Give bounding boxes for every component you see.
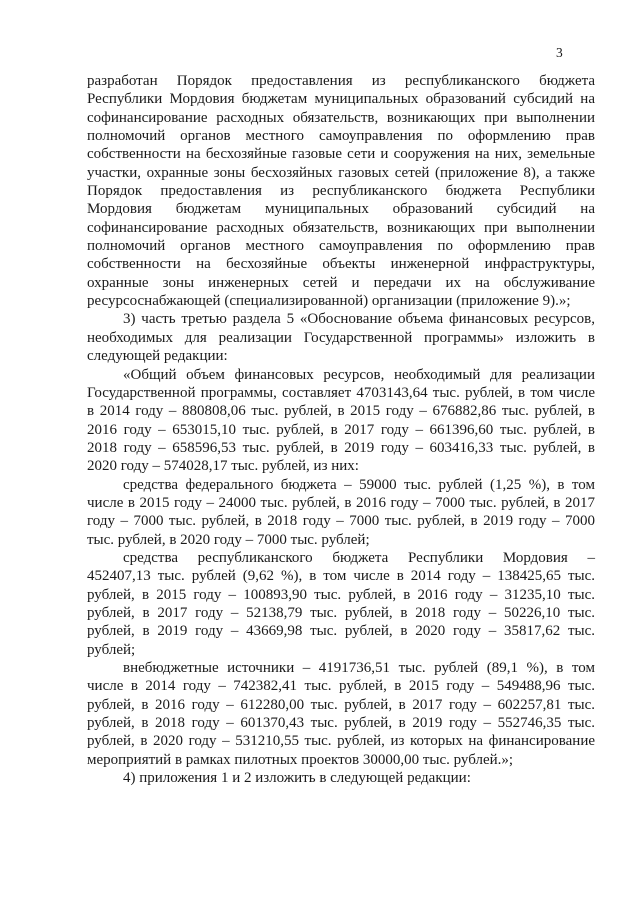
paragraph-p4 [87, 476, 595, 549]
text-line: средства федерального бюджета – 59000 тыс. рублей (1,25 %), в том [123, 476, 595, 493]
text-line: Порядок предоставления из республиканского бюджета Республики [87, 183, 595, 200]
text-line: году – 7000 тыс. рублей, в 2018 году – 7000 тыс. рублей, в 2019 году – 7000 [87, 513, 595, 530]
paragraph-p1 [87, 72, 595, 310]
text-line: числе в 2014 году – 742382,41 тыс. рублей, в 2015 году – 549488,96 тыс. [87, 678, 595, 695]
text-line: «Общий объем финансовых ресурсов, необходимый для реализации [123, 366, 595, 383]
text-line: в 2014 году – 880808,06 тыс. рублей, в 2015 году – 676882,86 тыс. рублей, в [87, 403, 595, 420]
text-line: числе в 2015 году – 24000 тыс. рублей, в 2016 году – 7000 тыс. рублей, в 2017 [87, 494, 595, 511]
text-line: тыс. рублей, в 2020 году – 7000 тыс. рублей; [87, 531, 370, 548]
text-line: разработан Порядок предоставления из республиканского бюджета [87, 73, 595, 89]
text-line: полномочий органов местного самоуправления по оформлению прав [87, 128, 595, 145]
text-line: ресурсоснабжающей (специализированной) организации (приложение 9).»; [87, 293, 571, 310]
paragraph-p3 [87, 366, 595, 476]
text-line: рублей, в 2017 году – 52138,79 тыс. рублей, в 2018 году – 50226,10 тыс. [87, 604, 595, 621]
text-line: 2016 году – 653015,10 тыс. рублей, в 2017 году – 661396,60 тыс. рублей, в [87, 421, 595, 438]
text-line: мероприятий в рамках пилотных проектов 30000,00 тыс. рублей.»; [87, 751, 514, 768]
text-line: рублей; [87, 641, 136, 658]
text-line: 452407,13 тыс. рублей (9,62 %), в том числе в 2014 году – 138425,65 тыс. [87, 568, 595, 585]
text-line: 3) часть третью раздела 5 «Обоснование объема финансовых ресурсов, [123, 311, 595, 328]
text-line: участки, охранные зоны бесхозяйных газовых сетей (приложение 8), а также [87, 164, 595, 181]
text-line: Мордовия бюджетам муниципальных образований субсидий на [87, 201, 595, 218]
text-line: софинансирование расходных обязательств, возникающих при выполнении [87, 109, 595, 126]
text-line: собственности на бесхозяйные объекты инженерной инфраструктуры, [87, 256, 595, 273]
text-line: 2020 году – 574028,17 тыс. рублей, из них: [87, 458, 359, 475]
text-line: 4) приложения 1 и 2 изложить в следующей редакции: [123, 770, 471, 787]
text-line: средства республиканского бюджета Республики Мордовия – [123, 549, 595, 566]
paragraph-p5 [87, 549, 595, 659]
text-line: Республики Мордовия бюджетам муниципальных образований субсидий на [87, 91, 595, 108]
text-line: внебюджетные источники – 4191736,51 тыс. рублей (89,1 %), в том [123, 660, 595, 676]
paragraph-p7 [87, 769, 595, 787]
text-line: рублей, в 2018 году – 601370,43 тыс. рублей, в 2019 году – 552746,35 тыс. [87, 715, 595, 732]
text-line: софинансирование расходных обязательств, возникающих при выполнении [87, 219, 595, 236]
text-line: собственности на бесхозяйные газовые сети и сооружения на них, земельные [87, 146, 595, 163]
text-line: рублей, в 2015 году – 100893,90 тыс. рублей, в 2016 году – 31235,10 тыс. [87, 586, 595, 603]
paragraph-p2 [87, 310, 595, 365]
text-line: охранные зоны инженерных сетей и передачи их на обслуживание [87, 274, 595, 291]
text-line: 2018 году – 658596,53 тыс. рублей, в 2019 году – 603416,33 тыс. рублей, в [87, 439, 595, 456]
paragraph-p6 [87, 659, 595, 769]
text-line: рублей, в 2019 году – 43669,98 тыс. рублей, в 2020 году – 35817,62 тыс. [87, 623, 595, 640]
document-body [87, 72, 595, 787]
text-line: необходимых для реализации Государственной программы» изложить в [87, 329, 595, 346]
text-line: следующей редакции: [87, 348, 228, 365]
page-number: 3 [556, 45, 563, 60]
text-line: рублей, в 2020 году – 531210,55 тыс. рублей, из которых на финансирование [87, 733, 595, 750]
text-line: полномочий органов местного самоуправления по оформлению прав [87, 238, 595, 255]
text-line: рублей, в 2016 году – 612280,00 тыс. рублей, в 2017 году – 602257,81 тыс. [87, 696, 595, 713]
text-line: Государственной программы, составляет 4703143,64 тыс. рублей, в том числе [87, 384, 595, 401]
